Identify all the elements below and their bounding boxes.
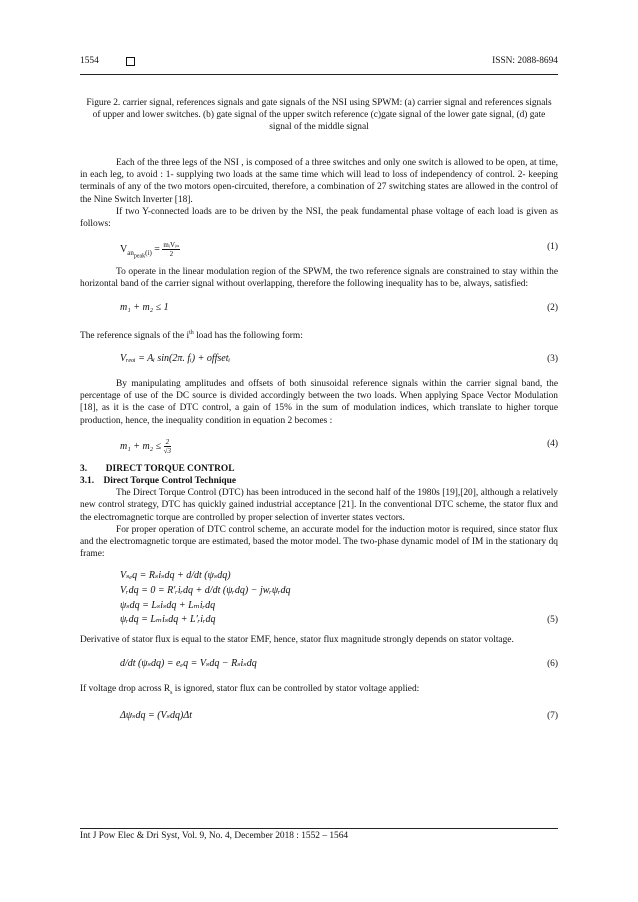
eq3-formula: Vᵣₑₒᵢ = Aᵢ sin(2π. fᵢ) + offsetᵢ [120,352,231,364]
paragraph: To operate in the linear modulation region of the SPWM, the two reference signals are constrained to stay within the horizontal band of the carrier signal without overlapping, therefore the following inequality has to be, always, satisfied: [80,267,558,290]
equation-5 [80,568,558,628]
equation-4 [80,433,558,457]
equation-1 [80,236,558,260]
equation-7 [80,705,558,729]
footer-rule [80,828,558,829]
eq-number: (1) [547,242,558,253]
paragraph: If two Y-connected loads are to be driven by the NSI, the peak fundamental phase voltage of each load is given as follows: [80,206,558,230]
eq-number: (5) [547,615,558,626]
eq2-formula: m₁ + m₂ ≤ 1 [120,301,169,313]
text-run: load has the following form: [193,330,303,341]
subscript: s [170,689,173,696]
text-run: is ignored, stator flux can be controlled by stator voltage applied: [172,683,420,694]
figure-caption: Figure 2. carrier signal, references signals and gate signals of the NSI using SPWM: (a) carrier signal and references signals of upper and lower switches. (b) gate signal of the upper switch reference (c)gate signal of the lower gate signal, (d) gate signal of the middle signal [86,98,552,132]
paragraph: Derivative of stator flux is equal to the stator EMF, hence, stator flux magnitude strongly depends on stator voltage. [80,635,514,646]
eq5-row-1: Vₛₑq = Rₛiₛdq + d/dt (ψₛdq) [120,570,231,582]
eq5-row-4: ψᵣdq = Lₘiₛdq + L′ᵣiᵣdq [120,614,216,626]
eq1-lhs: V [120,244,128,256]
eq1-arg: (i) [145,249,152,258]
eq-number: (6) [547,658,558,669]
eq4-lhs: m₁ + m₂ ≤ [120,440,164,452]
paragraph: By manipulating amplitudes and offsets of both sinusoidal reference signals within the carrier signal band, the percentage of use of the DC source is divided accordingly between the two loads. When applying Space Vector Modulation [18], as it is the case of DTC control, a gain of 15% in the sum of modulation indices, which translate to higher torque production, hence, the inequality condition in equation 2 becomes : [80,378,558,426]
subsection-heading: 3.1. Direct Torque Control Technique [80,475,237,486]
text-run: If voltage drop across R [80,683,171,694]
eq1-denominator: 2 [169,250,174,259]
body-content [80,157,558,735]
equation-2 [80,297,558,321]
eq1-subsub: peak [133,253,146,260]
section-heading: 3. DIRECT TORQUE CONTROL [80,463,235,474]
eq-number: (2) [547,302,558,313]
journal-footer: Int J Pow Elec & Dri Syst, Vol. 9, No. 4, December 2018 : 1552 – 1564 [80,831,349,841]
eq1-sub: an [127,249,134,258]
eq4-denominator: √3 [163,446,171,455]
eq1-rel: = [151,244,163,256]
paragraph: The Direct Torque Control (DTC) has been introduced in the second half of the 1980s [19],[20], although a relatively new control strategy, DTC has quickly gained industrial acceptance [21]. In the conventional DTC scheme, the stator flux and the electromagnetic torque are controlled by proper selection of inverter states vectors. [80,488,558,523]
eq1-numerator: mᵢVᵢₙ [163,241,180,250]
eq5-row-2: Vᵣdq = 0 = R′ᵣiᵣdq + d/dt (ψᵣdq) − jwᵣψᵣdq [120,585,291,597]
equation-6 [80,653,558,677]
superscript: th [189,329,194,336]
page-header [80,56,558,72]
eq6-formula: d/dt (ψₛdq) = eₑq = Vₛdq − Rₛiₛdq [120,657,257,669]
paragraph [80,327,558,342]
text-run: The reference signals of the i [80,330,190,341]
eq-number: (7) [547,710,558,721]
paragraph: For proper operation of DTC control scheme, an accurate model for the induction motor is required, since stator flux and the electromagnetic torque are estimated, based the motor model. The two-phase dynamic model of IM in the stationary dq frame: [80,524,558,560]
eq-number: (4) [547,438,558,449]
eq7-formula: Δψₛdq = (Vₛdq)Δt [120,709,192,721]
page-number: 1554 [80,56,99,66]
eq4-numerator: 2 [165,437,170,446]
paragraph [80,683,558,699]
issn-label: ISSN: 2088-8694 [492,56,558,66]
header-rule [80,74,558,75]
square-bullet-icon [126,57,135,66]
eq-number: (3) [547,353,558,364]
paragraph: Each of the three legs of the NSI , is composed of a three switches and only one switch is allowed to be open, at time, in each leg, to avoid : 1- supplying two loads at the same time which will lead to loss of independency of control. 2- keeping terminals of any of the two motors open-circuited, therefore, a combination of 27 switching states are allowed in the control of the Nine Switch Inverter [18]. [80,158,558,205]
eq5-row-3: ψₛdq = Lₛiₛdq + Lₘiᵣdq [120,600,216,612]
equation-3 [80,348,558,372]
